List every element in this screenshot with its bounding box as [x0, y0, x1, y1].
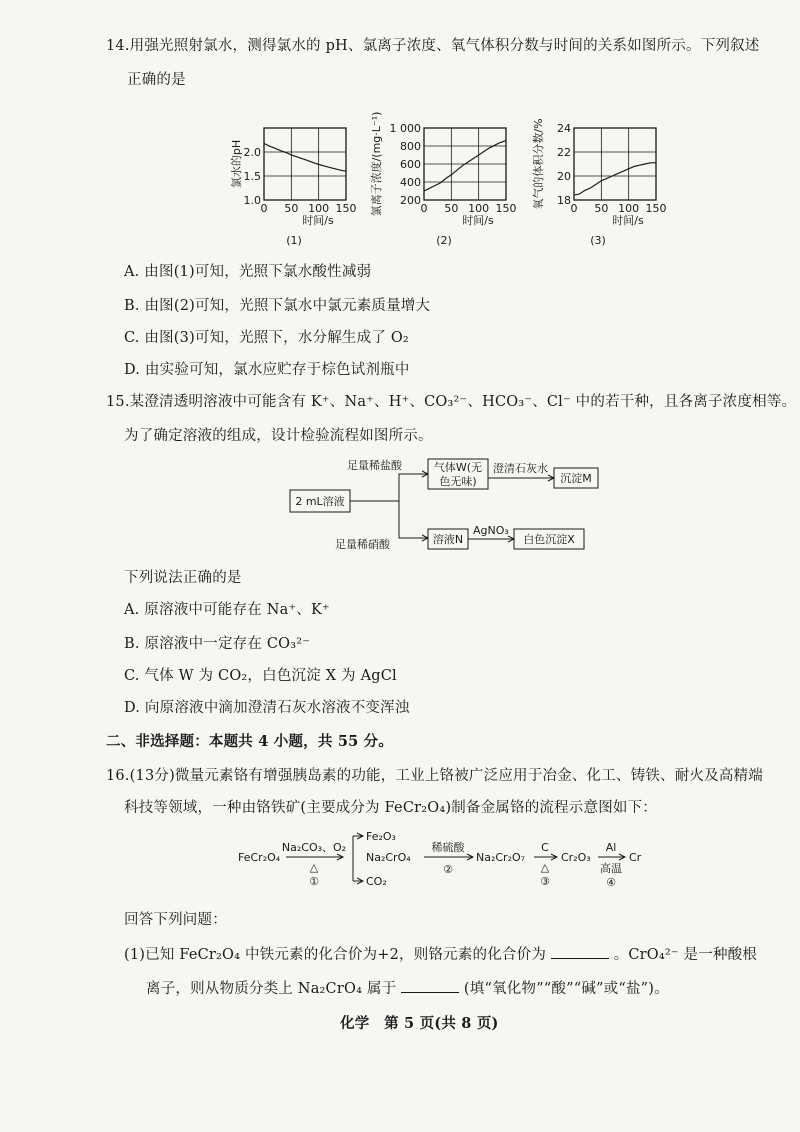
- chart-oxygen-xlabel: 时间/s: [612, 214, 644, 227]
- q16-split: [353, 833, 363, 884]
- q16-delta-3: △: [540, 861, 550, 874]
- q16-start: FeCr₂O₄: [238, 851, 281, 864]
- q16-step-3: ③: [540, 875, 550, 888]
- chart-oxygen-ytick-label: 22: [557, 146, 571, 159]
- chart-oxygen-ytick-label: 20: [557, 170, 571, 183]
- q16-reagent-2: 稀硫酸: [431, 841, 465, 854]
- q16-arrow-2: [424, 854, 473, 860]
- q16-sub1-text-c: 离子，则从物质分类上 Na₂CrO₄ 属于: [146, 981, 397, 997]
- chart-ph-xtick-label: 150: [335, 202, 357, 215]
- q15-option-d: D. 向原溶液中滴加澄清石灰水溶液不变浑浊: [124, 700, 410, 716]
- q16-sub1-text-b: 。CrO₄²⁻ 是一种酸根: [613, 947, 758, 963]
- flow-branch-lines: [350, 474, 427, 538]
- q15-option-b: B. 原溶液中一定存在 CO₃²⁻: [124, 636, 311, 652]
- q16-reagent-4: Al: [605, 841, 617, 854]
- chart-oxygen-xtick-label: 50: [594, 202, 609, 215]
- q16-step-1: ①: [309, 875, 319, 888]
- chart-chloride-ytick-label: 400: [400, 176, 421, 189]
- flow-white-x-label: 白色沉淀X: [523, 533, 575, 546]
- section-heading: 二、非选择题：本题共 4 小题，共 55 分。: [106, 733, 394, 750]
- q15-option-c: C. 气体 W 为 CO₂，白色沉淀 X 为 AgCl: [124, 668, 397, 684]
- q16-sub1-line2: [146, 978, 669, 999]
- flow-arrow-lime: [488, 475, 554, 481]
- chart-oxygen-line: [574, 163, 656, 195]
- flow-precip-m-label: 沉淀M: [560, 472, 592, 485]
- page-footer: 化学 第 5 页(共 8 页): [340, 1015, 499, 1032]
- flow-top-reagent: 足量稀盐酸: [347, 459, 402, 472]
- flow-lime-reagent: 澄清石灰水: [493, 462, 548, 475]
- chart-ph-ytick-label: 1.5: [243, 170, 261, 183]
- q14-option-c: C. 由图(3)可知，光照下，水分解生成了 O₂: [124, 330, 409, 346]
- flow-solution-n-label: 溶液N: [432, 533, 464, 546]
- q16-arrow-4: [598, 854, 625, 860]
- q16-delta-1: △: [309, 861, 319, 874]
- q14-stem-line1: 14.用强光照射氯水，测得氯水的 pH、氯离子浓度、氧气体积分数与时间的关系如图所示。下列叙述: [106, 38, 760, 54]
- chart-chloride-ylabel: 氯离子浓度/(mg·L⁻¹): [370, 111, 383, 217]
- chart-ph-ylabel: 氯水的pH: [230, 139, 243, 189]
- q16-answer-blank-2[interactable]: [401, 978, 459, 993]
- chart-ph-ytick-label: 1.0: [243, 194, 261, 207]
- chart-chloride-ytick-label: 200: [400, 194, 421, 207]
- q16-out-bot: CO₂: [366, 875, 387, 888]
- q15-stem-line1: 15.某澄清透明溶液中可能含有 K⁺、Na⁺、H⁺、CO₃²⁻、HCO₃⁻、Cl⁻ 中的若干种，且各离子浓度相等。: [106, 394, 797, 410]
- q16-product-4: Cr: [629, 851, 642, 864]
- chart-oxygen-xtick-label: 150: [645, 202, 667, 215]
- q15-lead: 下列说法正确的是: [124, 570, 242, 586]
- chart-ph-xlabel: 时间/s: [302, 214, 334, 227]
- chart-ph-line: [264, 143, 346, 171]
- chart-chloride: [369, 112, 517, 247]
- q16-out-mid: Na₂CrO₄: [366, 851, 411, 864]
- flow-gas-label-line2: 色无味): [439, 475, 477, 488]
- chart-oxygen-xtick-label: 100: [618, 202, 640, 215]
- chart-chloride-caption: (2): [436, 234, 452, 247]
- chart-ph-xtick-label: 100: [308, 202, 330, 215]
- chart-ph-xtick-label: 0: [260, 202, 268, 215]
- chart-oxygen-xtick-label: 0: [570, 202, 578, 215]
- q16-step-2: ②: [443, 863, 453, 876]
- q14-stem-line2: 正确的是: [127, 72, 186, 88]
- q16-sub1-text-d: (填“氧化物”“酸”“碱”或“盐”)。: [463, 981, 669, 997]
- q15-stem-line2: 为了确定溶液的组成，设计检验流程如图所示。: [124, 428, 433, 444]
- chart-oxygen: [531, 118, 667, 247]
- chart-chloride-xtick-label: 50: [444, 202, 459, 215]
- q16-out-top: Fe₂O₃: [366, 830, 396, 843]
- q16-reagent-3: C: [541, 841, 549, 854]
- q16-answer-lead: 回答下列问题：: [124, 912, 227, 928]
- flow-start-label: 2 mL溶液: [295, 495, 345, 508]
- q16-flowchart: [236, 828, 656, 898]
- q14-charts: [220, 98, 680, 258]
- chart-oxygen-ylabel: 氧气的体积分数/%: [532, 118, 545, 210]
- chart-chloride-xlabel: 时间/s: [462, 214, 494, 227]
- q16-product-3: Cr₂O₃: [561, 851, 591, 864]
- chart-chloride-ytick-label: 800: [400, 140, 421, 153]
- q14-option-d: D. 由实验可知，氯水应贮存于棕色试剂瓶中: [124, 362, 410, 378]
- chart-ph: [229, 128, 357, 247]
- q14-option-b: B. 由图(2)可知，光照下氯水中氯元素质量增大: [124, 298, 431, 314]
- flow-agno3-reagent: AgNO₃: [473, 524, 509, 537]
- flow-bottom-reagent: 足量稀硝酸: [335, 538, 390, 551]
- chart-oxygen-ytick-label: 18: [557, 194, 571, 207]
- chart-ph-grid: [264, 128, 346, 200]
- q15-flowchart: [285, 456, 605, 556]
- chart-ph-ytick-label: 2.0: [243, 146, 261, 159]
- q16-reagent-4b: 高温: [600, 862, 622, 875]
- q14-option-a: A. 由图(1)可知，光照下氯水酸性减弱: [124, 264, 372, 280]
- chart-ph-caption: (1): [286, 234, 302, 247]
- chart-chloride-xtick-label: 150: [495, 202, 517, 215]
- flow-arrowheads: [422, 471, 428, 541]
- q16-answer-blank-1[interactable]: [551, 944, 609, 959]
- chart-chloride-ytick-label: 1 000: [389, 122, 421, 135]
- chart-chloride-xtick-label: 100: [468, 202, 490, 215]
- q16-stem-line1: 16.(13分)微量元素铬有增强胰岛素的功能，工业上铬被广泛应用于冶金、化工、铸铁、耐火及高精端: [106, 768, 763, 784]
- q16-arrow-1: [286, 854, 343, 860]
- flow-gas-label-line1: 气体W(无: [433, 461, 483, 474]
- chart-chloride-ytick-label: 600: [400, 158, 421, 171]
- q16-step-4: ④: [606, 876, 616, 889]
- chart-ph-frame: [264, 128, 346, 200]
- q16-sub1-text-a: (1)已知 FeCr₂O₄ 中铁元素的化合价为+2，则铬元素的化合价为: [124, 947, 547, 963]
- q16-stem-line2: 科技等领域，一种由铬铁矿(主要成分为 FeCr₂O₄)制备金属铬的流程示意图如下：: [124, 800, 658, 816]
- chart-oxygen-caption: (3): [590, 234, 606, 247]
- chart-ph-xtick-label: 50: [284, 202, 299, 215]
- q15-option-a: A. 原溶液中可能存在 Na⁺、K⁺: [124, 602, 330, 618]
- q16-arrow-3: [534, 854, 557, 860]
- q16-sub1-line1: [124, 944, 757, 965]
- q16-product-2: Na₂Cr₂O₇: [476, 851, 526, 864]
- q16-reagent-1: Na₂CO₃、O₂: [281, 841, 347, 854]
- chart-oxygen-ytick-label: 24: [557, 122, 571, 135]
- chart-chloride-xtick-label: 0: [420, 202, 428, 215]
- chart-chloride-line: [424, 141, 506, 191]
